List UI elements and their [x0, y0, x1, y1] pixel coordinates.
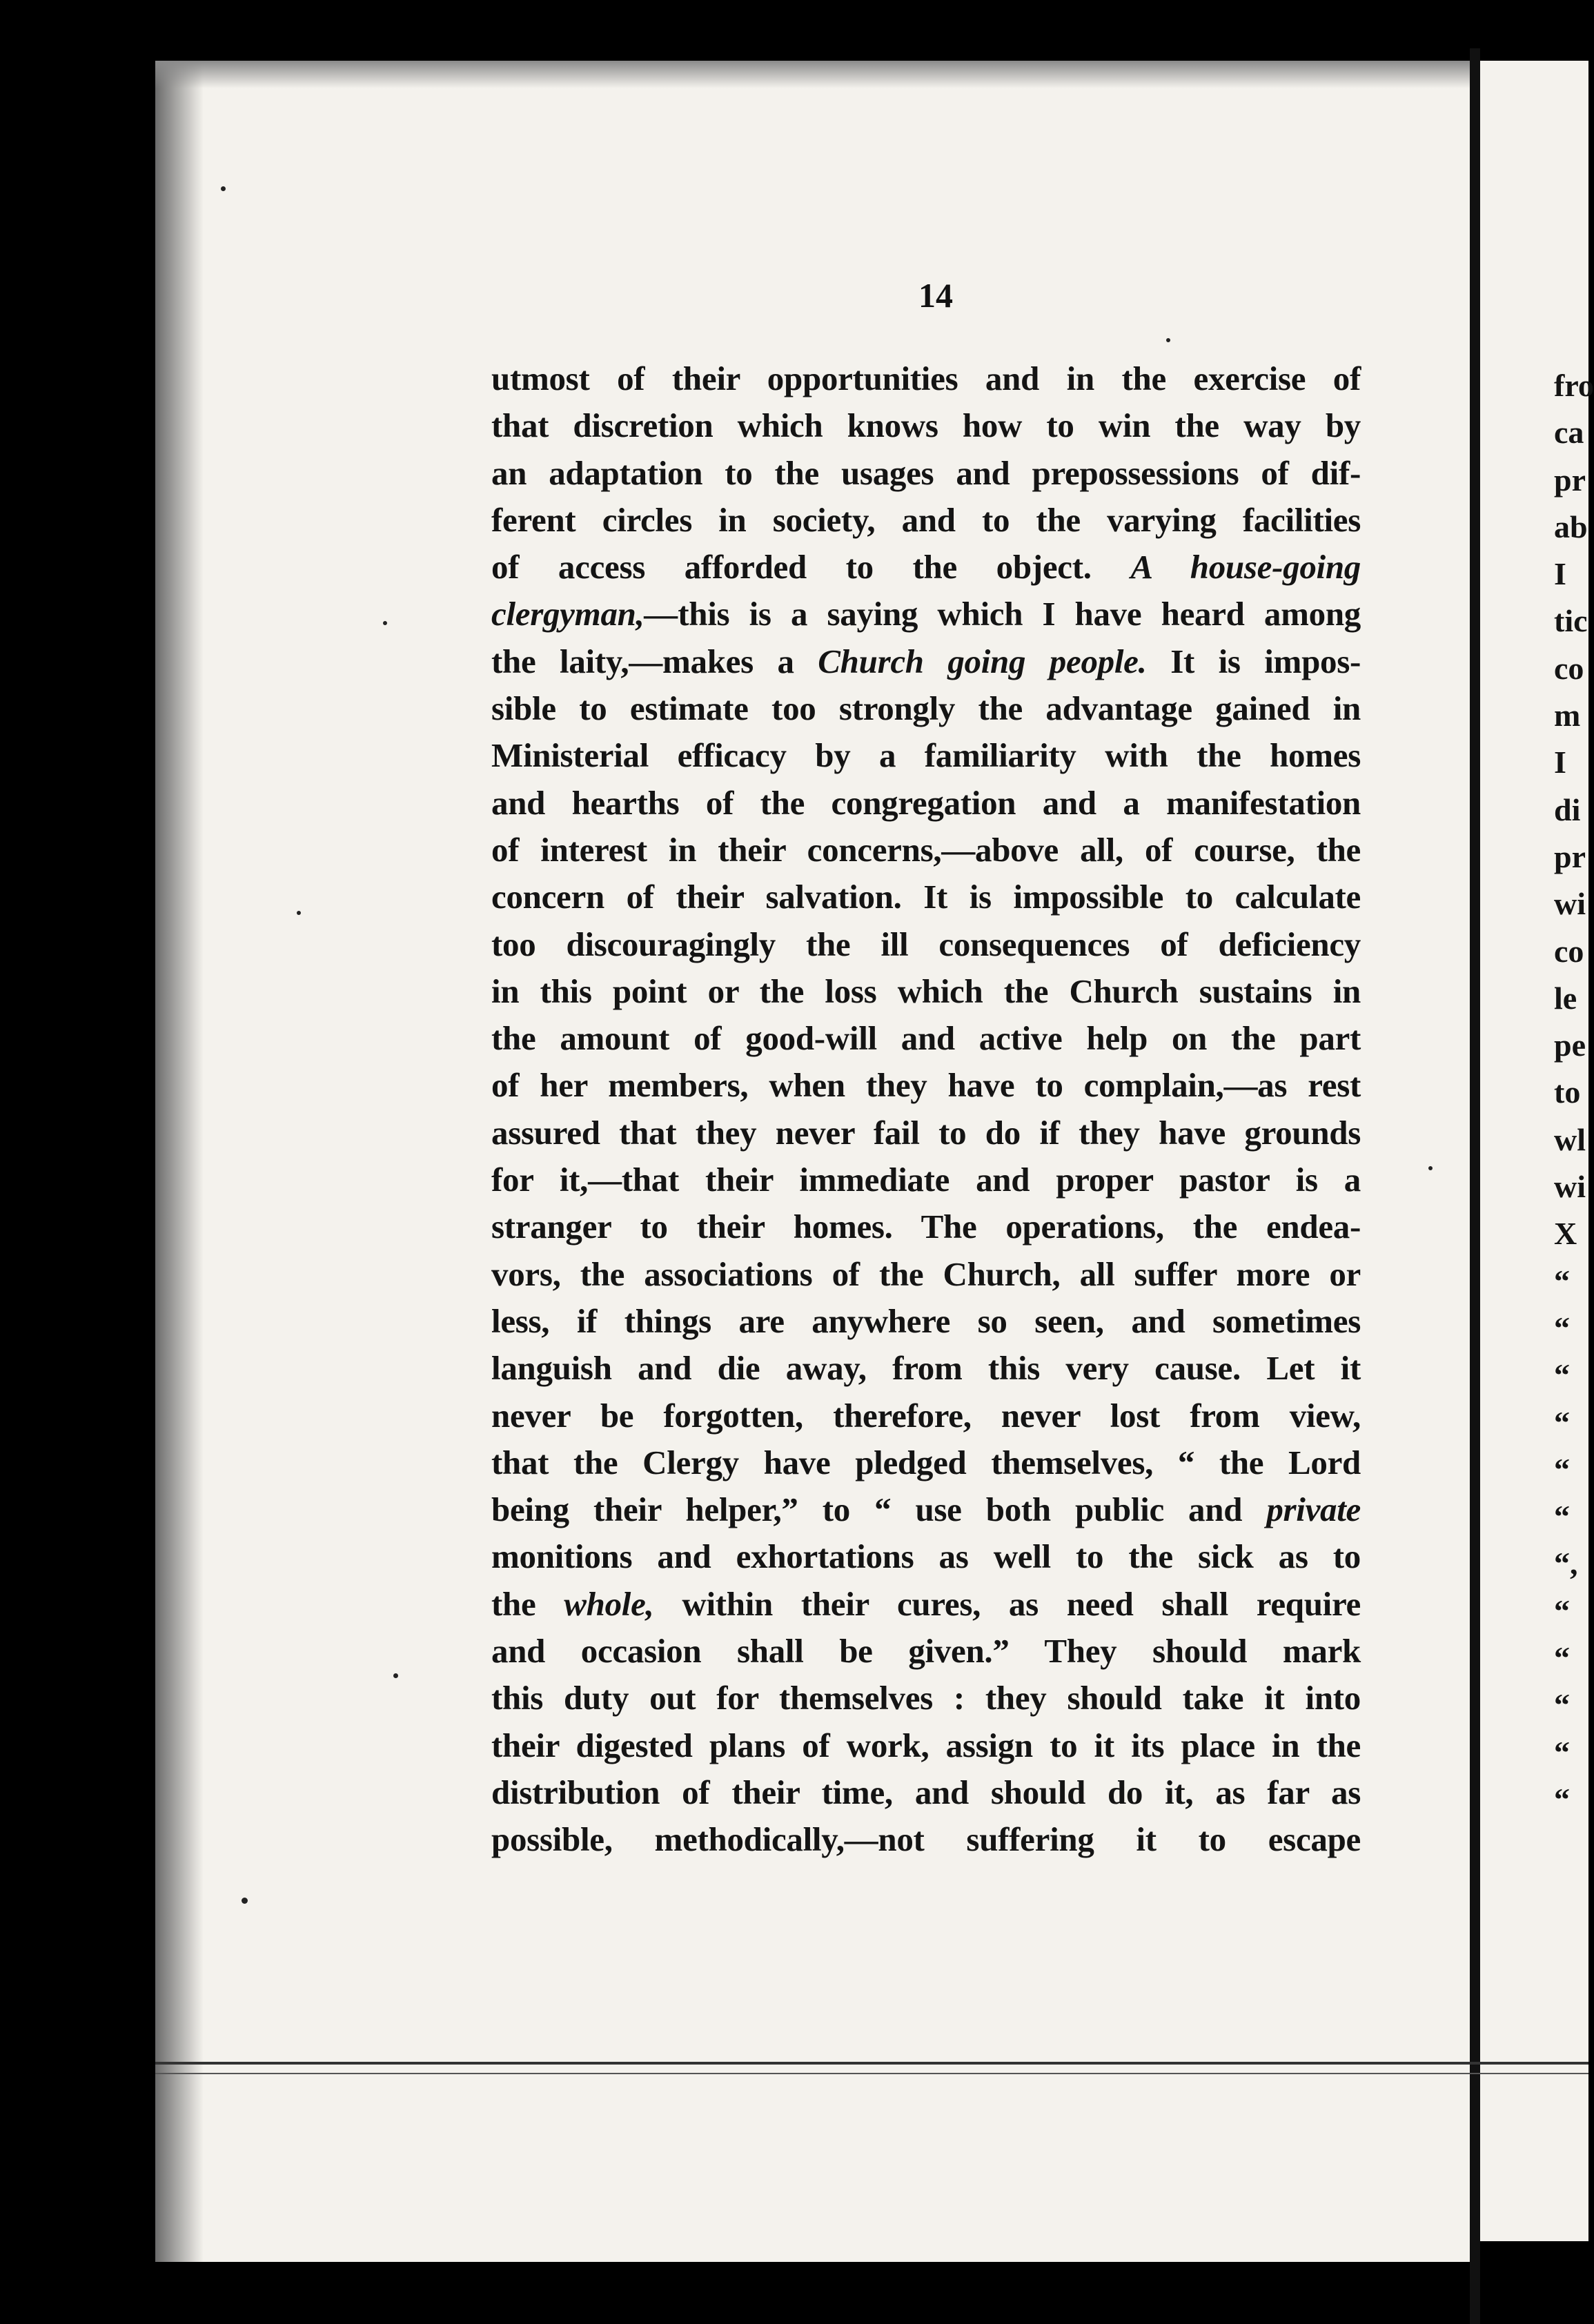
- facing-page-fragment: I: [1554, 556, 1566, 592]
- scan-speck: [383, 621, 387, 625]
- text-line: of her members, when they have to complain,—as rest: [491, 1066, 1361, 1105]
- page-top-shadow: [155, 61, 1470, 88]
- facing-page-fragment: “: [1554, 1593, 1570, 1628]
- facing-page-fragment: X: [1554, 1216, 1577, 1252]
- text-line: never be forgotten, therefore, never lost from view,: [491, 1396, 1361, 1435]
- text-line: that the Clergy have pledged themselves, “ the Lord: [491, 1443, 1361, 1481]
- facing-page-fragment: tic: [1554, 603, 1588, 639]
- scan-speck: [393, 1673, 398, 1678]
- facing-page-fragment: “: [1554, 1451, 1570, 1487]
- facing-page-fragment: “: [1554, 1263, 1570, 1299]
- text-line: concern of their salvation. It is impossible to calculate: [491, 878, 1361, 916]
- bottom-rule: [155, 2062, 1588, 2065]
- page-binding-shadow: [155, 61, 204, 2262]
- scan-speck: [242, 1898, 248, 1904]
- scan-speck: [1166, 338, 1170, 342]
- text-line: this duty out for themselves : they should take it into: [491, 1679, 1361, 1717]
- facing-page-fragment: wi: [1554, 1169, 1586, 1205]
- italic-phrase: whole,: [564, 1584, 654, 1623]
- text-line: and occasion shall be given.” They should mark: [491, 1632, 1361, 1671]
- text-line: stranger to their homes. The operations, the endea-: [491, 1208, 1361, 1246]
- text-segment: this is a saying which I have heard among: [678, 595, 1361, 633]
- text-line: assured that they never fail to do if they have grounds: [491, 1113, 1361, 1152]
- facing-page-fragment: “: [1554, 1404, 1570, 1440]
- facing-page-fragment: “: [1554, 1781, 1570, 1817]
- facing-page-fragment: I: [1554, 745, 1566, 780]
- text-segment: within their cures, as need shall require: [682, 1584, 1361, 1623]
- page-number: 14: [918, 276, 953, 315]
- body-text: [491, 355, 1361, 1942]
- text-segment: being their helper,” to “ use both public and: [491, 1490, 1243, 1529]
- facing-page-fragment: wi: [1554, 886, 1586, 922]
- text-line: less, if things are anywhere so seen, and sometimes: [491, 1301, 1361, 1340]
- text-line: [491, 591, 1361, 638]
- scan-speck: [297, 911, 301, 915]
- facing-page-fragment: ca: [1554, 415, 1584, 451]
- text-line: utmost of their opportunities and in the exercise of: [491, 360, 1361, 397]
- text-line: distribution of their time, and should do it, as far as: [491, 1773, 1361, 1811]
- text-segment: It is impos-: [1170, 642, 1361, 680]
- text-line: Ministerial efficacy by a familiarity with the homes: [491, 736, 1361, 775]
- facing-page-fragment: di: [1554, 791, 1581, 827]
- text-line: vors, the associations of the Church, all suffer more or: [491, 1254, 1361, 1293]
- text-line: possible, methodically,—not suffering it to escape: [491, 1820, 1361, 1859]
- italic-phrase: A house-going: [1130, 548, 1361, 587]
- facing-page-fragment: wl: [1554, 1121, 1586, 1157]
- facing-page-text: [1554, 362, 1594, 1823]
- text-segment: the: [491, 1584, 536, 1623]
- facing-page-fragment: to: [1554, 1074, 1581, 1110]
- facing-page-fragment: “: [1554, 1357, 1570, 1393]
- facing-page-fragment: pr: [1554, 462, 1586, 498]
- scan-speck: [221, 186, 226, 191]
- facing-page-fragment: pr: [1554, 838, 1586, 874]
- text-line: an adaptation to the usages and prepossessions of dif-: [491, 453, 1361, 492]
- text-line: too discouragingly the ill consequences of deficiency: [491, 925, 1361, 963]
- italic-phrase: clergyman,—: [491, 595, 678, 633]
- text-line: their digested plans of work, assign to it its place in the: [491, 1726, 1361, 1764]
- facing-page-fragment: co: [1554, 933, 1584, 969]
- facing-page-fragment: “: [1554, 1640, 1570, 1676]
- facing-page-fragment: m: [1554, 698, 1581, 733]
- text-line: in this point or the loss which the Church sustains in: [491, 972, 1361, 1010]
- scan-speck: [1428, 1166, 1433, 1170]
- facing-page-fragment: ab: [1554, 509, 1588, 544]
- text-line: [491, 1486, 1361, 1533]
- text-line: and hearths of the congregation and a manifestation: [491, 783, 1361, 822]
- facing-page-fragment: “: [1554, 1310, 1570, 1346]
- facing-page-fragment: “: [1554, 1734, 1570, 1770]
- italic-phrase: private: [1266, 1490, 1361, 1529]
- text-line: for it,—that their immediate and proper pastor is a: [491, 1161, 1361, 1199]
- text-line: sible to estimate too strongly the advantage gained in: [491, 689, 1361, 728]
- text-line: ferent circles in society, and to the varying facilities: [491, 500, 1361, 539]
- text-line: [491, 544, 1361, 591]
- italic-phrase: Church going people.: [818, 642, 1147, 680]
- text-segment: of access afforded to the object.: [491, 548, 1092, 587]
- text-line: the amount of good-will and active help on the part: [491, 1019, 1361, 1058]
- text-line: [491, 1581, 1361, 1628]
- facing-page-fragment: le: [1554, 980, 1577, 1016]
- facing-page-fragment: “: [1554, 1687, 1570, 1723]
- facing-page-fragment: co: [1554, 650, 1584, 686]
- text-line: languish and die away, from this very cause. Let it: [491, 1349, 1361, 1388]
- facing-page-fragment: pe: [1554, 1027, 1586, 1063]
- page-gutter: [1470, 48, 1480, 2324]
- bottom-rule-secondary: [155, 2073, 1588, 2074]
- facing-page-fragment: “: [1554, 1499, 1570, 1535]
- text-line: monitions and exhortations as well to the sick as to: [491, 1537, 1361, 1576]
- text-segment: the laity,—makes a: [491, 642, 794, 680]
- text-line: that discretion which knows how to win the way by: [491, 406, 1361, 445]
- facing-page-fragment: fro: [1554, 368, 1594, 403]
- text-line: of interest in their concerns,—above all, of course, the: [491, 830, 1361, 869]
- text-line: [491, 638, 1361, 685]
- facing-page-fragment: “,: [1554, 1546, 1578, 1582]
